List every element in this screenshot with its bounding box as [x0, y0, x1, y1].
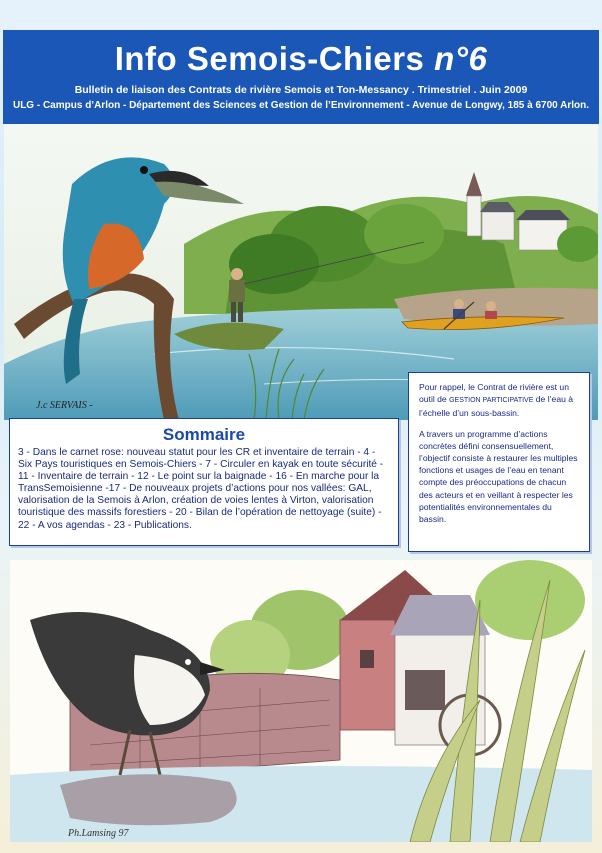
- rappel-paragraph-1: Pour rappel, le Contrat de rivière est un outil de GESTION PARTICIPATIVE de l’eau à l’échelle d’un sous-bassin.: [419, 382, 574, 419]
- bulletin-subtitle: Bulletin de liaison des Contrats de rivière Semois et Ton-Messancy . Trimestriel . Juin 2009: [74, 84, 528, 96]
- issue-number: n°6: [434, 40, 488, 77]
- address-line: ULG - Campus d’Arlon - Département des Sciences et Gestion de l’Environnement - Avenue de Longwy, 185 à 6700 Arlon.: [12, 100, 590, 111]
- illustration-signature-bottom: Ph.Lamsing 97: [68, 828, 129, 839]
- title-main: Info Semois-Chiers: [114, 40, 425, 77]
- dipper-mill-illustration: [10, 560, 592, 842]
- sommaire-box: [9, 418, 399, 546]
- rappel-paragraph-2: A travers un programme d’actions concrètes défini consensuellement, l’objectif consiste à restaurer les multiples fonctions et usages de l’eau en tenant compte des préoccupations de chacun des acteurs et en veillant à respecter les potentialités environnementales du bassin.: [419, 428, 578, 525]
- header-banner: [3, 30, 599, 124]
- sommaire-heading: Sommaire: [162, 425, 246, 444]
- sommaire-text: 3 - Dans le carnet rose: nouveau statut pour les CR et inventaire de terrain - 4 - Six Pays touristiques en Semois-Chiers - 7 - Circuler en kayak en toute sécurité - 11 - Inventaire de terrain - 12 - Le point sur la baignade - 16 - En marche pour la TransSemoisienne -17 - De nouveaux projets d’actions pour nos vallées: GAL, valorisation de la Semois à Arlon, création de voies lentes à Virton, valorisation touristique des massifs forestiers - 20 - Bilan de l’opération de nettoyage (suite) - 22 - A vos agendas - 23 - Publications.: [18, 447, 384, 531]
- illustration-signature: J.c SERVAIS -: [36, 400, 93, 411]
- page-title: [3, 40, 599, 78]
- rappel-box: [408, 372, 590, 552]
